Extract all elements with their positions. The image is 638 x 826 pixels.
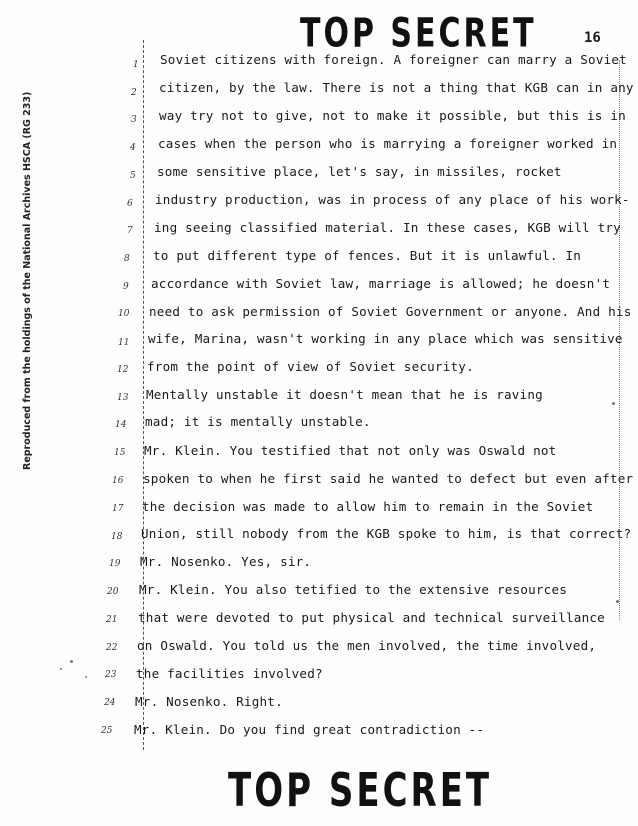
- transcript-line: to put different type of fences. But it is unlawful. In: [153, 248, 582, 263]
- transcript-line: need to ask permission of Soviet Government or anyone. And his: [149, 304, 632, 319]
- classification-stamp-top: TOP SECRET: [300, 10, 537, 58]
- transcript-line: spoken to when he first said he wanted to defect but even after: [143, 471, 634, 486]
- line-number: 7: [127, 226, 133, 236]
- line-number: 16: [112, 476, 124, 486]
- archive-reproduction-note: Reproduced from the holdings of the National Archives HSCA (RG 233): [22, 91, 33, 470]
- line-number: 4: [130, 143, 136, 153]
- transcript-line: accordance with Soviet law, marriage is allowed; he doesn't: [151, 276, 611, 291]
- transcript-line: Soviet citizens with foreign. A foreigner can marry a Soviet: [160, 52, 627, 67]
- line-number: 22: [106, 643, 118, 653]
- scan-speck: [60, 668, 62, 670]
- line-number: 13: [117, 393, 129, 403]
- line-number: 18: [111, 532, 123, 542]
- scan-speck: [616, 600, 619, 603]
- line-number: 21: [106, 615, 118, 625]
- line-number: 15: [114, 448, 126, 458]
- line-number: 9: [123, 282, 129, 292]
- line-number: 25: [101, 726, 113, 736]
- line-number: 19: [109, 559, 121, 569]
- transcript-line: that were devoted to put physical and technical surveillance: [138, 610, 605, 625]
- transcript-line: Mr. Nosenko. Right.: [135, 694, 283, 709]
- line-number: 6: [127, 199, 133, 209]
- line-number: 17: [112, 504, 124, 514]
- page-number: 16: [584, 30, 601, 46]
- transcript-line: on Oswald. You told us the men involved, the time involved,: [137, 638, 597, 653]
- transcript-line: citizen, by the law. There is not a thing that KGB can in any: [159, 80, 634, 95]
- transcript-line: the facilities involved?: [136, 666, 323, 681]
- scan-speck: [612, 402, 615, 405]
- classification-stamp-bottom: TOP SECRET: [228, 764, 493, 818]
- line-number: 1: [133, 60, 139, 70]
- line-number: 3: [131, 115, 137, 125]
- line-number: 2: [131, 88, 137, 98]
- line-number: 14: [115, 420, 127, 430]
- scan-speck: [85, 676, 87, 678]
- line-number: 11: [118, 338, 130, 348]
- transcript-line: wife, Marina, wasn't working in any place which was sensitive: [148, 331, 623, 346]
- transcript-line: Union, still nobody from the KGB spoke to him, is that correct?: [141, 526, 632, 541]
- transcript-line: Mr. Nosenko. Yes, sir.: [140, 554, 312, 569]
- transcript-line: cases when the person who is marrying a foreigner worked in: [158, 136, 618, 151]
- transcript-line: the decision was made to allow him to remain in the Soviet: [142, 499, 594, 514]
- transcript-line: from the point of view of Soviet security.: [147, 359, 474, 374]
- line-number: 10: [118, 309, 130, 319]
- scan-speck: [70, 660, 73, 663]
- line-number: 23: [105, 670, 117, 680]
- transcript-line: industry production, was in process of any place of his work-: [155, 192, 630, 207]
- line-number: 8: [124, 254, 130, 264]
- transcript-line: Mr. Klein. You also tetified to the extensive resources: [139, 582, 568, 597]
- line-number: 20: [107, 587, 119, 597]
- transcript-line: Mr. Klein. Do you find great contradiction --: [134, 722, 485, 737]
- line-number: 24: [104, 698, 116, 708]
- transcript-line: Mentally unstable it doesn't mean that he is raving: [146, 387, 543, 402]
- transcript-line: way try not to give, not to make it possible, but this is in: [159, 108, 626, 123]
- line-number: 12: [117, 365, 129, 375]
- transcript-line: ing seeing classified material. In these cases, KGB will try: [154, 220, 621, 235]
- transcript-line: Mr. Klein. You testified that not only was Oswald not: [144, 443, 557, 458]
- line-number: 5: [130, 171, 136, 181]
- transcript-line: mad; it is mentally unstable.: [145, 414, 371, 429]
- transcript-line: some sensitive place, let's say, in missiles, rocket: [157, 164, 562, 179]
